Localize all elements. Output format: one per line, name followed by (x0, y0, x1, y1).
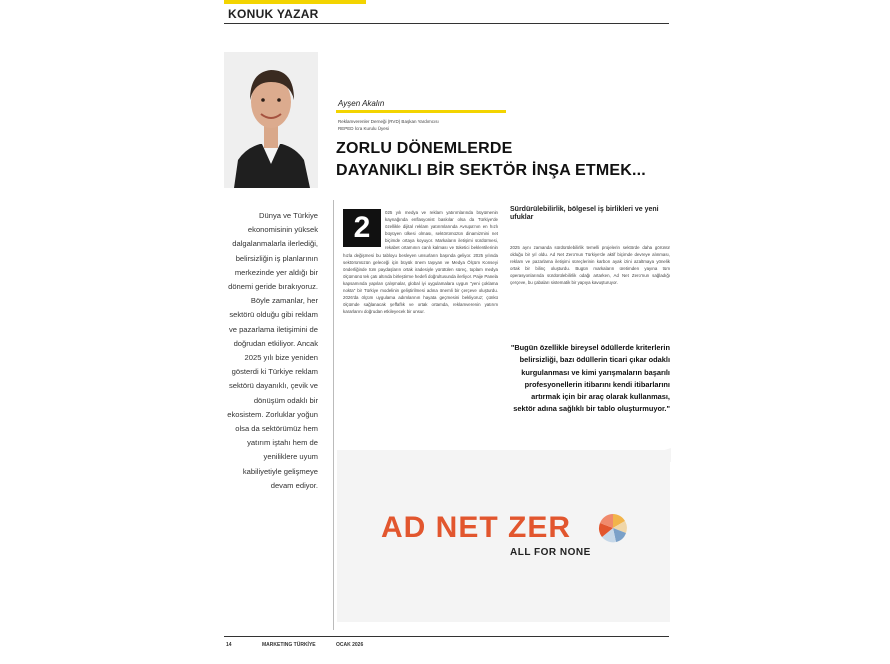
sidebar-intro: Dünya ve Türkiye ekonomisinin yüksek dalgalanmalarla ilerlediği, belirsizliğin iş planlarının merkezinde yer aldığı bir dönemi geride bırakıyoruz. Böyle zamanlar, her sektörü olduğu gibi reklam ve pazarlama iletişimini de doğrudan etkiliyor. Ancak 2025 yılı bize yeniden gösterdi ki Türkiye reklam sektörü dayanıklı, çevik ve dönüşüm odaklı bir ekosistem. Zorluklar yoğun olsa da sektörümüz hem yatırım iştahı hem de yeniliklere uyum kabiliyetiyle gelişmeye devam ediyor. (227, 211, 318, 490)
author-title-line1: Reklamverenler Derneği (RVD) Başkan Yardımcısı (338, 119, 439, 124)
ad-box-notch (627, 448, 671, 462)
article-subheading: Sürdürülebilirlik, bölgesel iş birlikleri ve yeni ufuklar (510, 206, 659, 221)
author-accent-rule (336, 110, 506, 113)
article-column-2: 2025 aynı zamanda sürdürülebilirlik temelli projelerin sektörde daha görünür olduğu bir yıl oldu. Ad Net Zero'nun Türkiye'de aktif biçimde devreye alınması, reklam ve pazarlama iletişimi süreçlerinin karbon ayak izini azaltmaya yönelik ortak bir bilinç oluşturdu. Bugün markaların üretimden yayına tüm operasyonlarında sürdürülebilirlik odağı artarken, Ad Net Zero'nun sağladığı çerçeve, bu çabaları sistematik bir yapıya kavuşturuyor. (510, 245, 670, 286)
author-name: Ayşen Akalın (338, 99, 385, 108)
section-label: KONUK YAZAR (228, 7, 319, 21)
top-accent-bar (224, 0, 366, 4)
headline-line1: ZORLU DÖNEMLERDE (336, 140, 513, 157)
author-title (338, 118, 518, 132)
footer-rule (224, 636, 669, 637)
ad-logo-wheel-icon (598, 513, 628, 543)
ad-logo: AD NET ZER (381, 511, 571, 544)
article-headline (336, 138, 646, 182)
headline-line2: DAYANIKLI BİR SEKTÖR İNŞA ETMEK... (336, 162, 646, 179)
ad-tagline: ALL FOR NONE (510, 547, 591, 558)
section-rule (224, 23, 669, 24)
footer-publication: MARKETING TÜRKİYE (262, 642, 316, 648)
footer-page-number: 14 (226, 642, 232, 648)
dropcap: 2 (343, 209, 381, 247)
article-column-1-text: 025 yılı medya ve reklam yatırımlarında büyümenin kaynağında enflasyonist baskılar olsa da Türkiye'de özellikle dijital reklam yatırımlarında Avrupa'nın en hızlı büyüyen ülkesi olması, sektörümüzün dinamizmini net biçimde ortaya koyuyor. Markaların iletişimi sürdürmesi, rekabet ortamının canlı kalması ve tüketici beklentilerinin hızla değişmesi bu tabloyu besleyen unsurların başında geliyor. 2025 yılında sektörümüzün geleceği için büyük önem taşıyan ve Medya Ölçüm Konseyi önderliğinde tüm paydaşların ortak iradesiyle yürütülen süreç, toplam medya ölçümünü tek çatı altında birleştirme hedefi doğrultusunda ilerliyor. Paije Panela kapsamında yapılan çalışmalar, global iyi uygulamalara uygun "yeni çoklama nokta" bir Türkiye modelinin geliştirilmesi adına önemli bir çerçeve oluşturdu. 2026'da ölçüm uygulama adımlarının hayata geçmesini bekliyoruz; çünkü ölçümde sağlanacak şeffaflık ve ortak ortamda, reklamverenin yatırım kararlarını doğrudan etkileyecek bir unsur. (343, 210, 498, 315)
footer-date: OCAK 2026 (336, 642, 364, 648)
author-title-line2: REPED İcra Kurulu Üyesi (338, 126, 390, 131)
author-photo (224, 52, 318, 188)
column-divider (333, 200, 334, 630)
pull-quote: "Bugün özellikle bireysel ödüllerde kriterlerin belirsizliği, bazı ödüllerin ticari çıkar odaklı kurgulanması ve kimi yarışmaların başarılı profesyonellerin itibarını kendi itibarlarını artırmak için bir araç olarak kullanması, sektör adına sağlıklı bir tablo oluşturmuyor." (510, 343, 670, 414)
